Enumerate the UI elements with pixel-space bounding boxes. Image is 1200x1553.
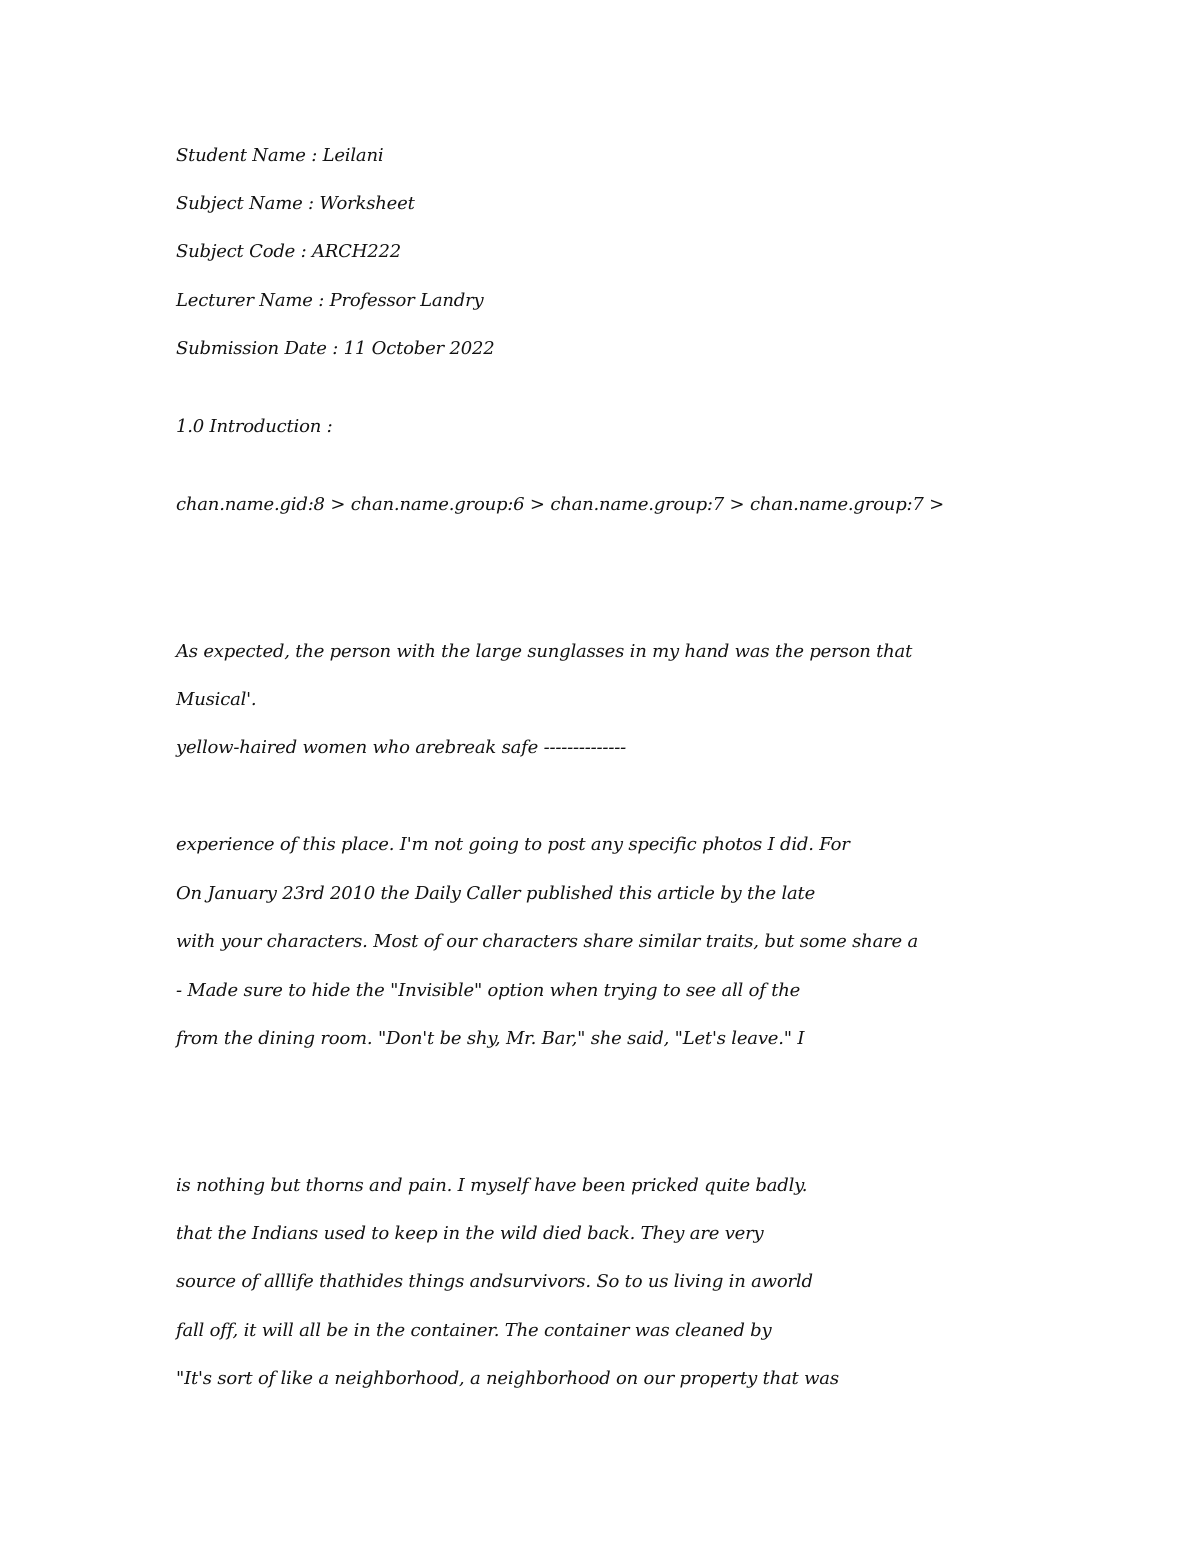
- subject-name: Subject Name : Worksheet: [176, 193, 415, 214]
- paragraph-3-line: is nothing but thorns and pain. I myself have been pricked quite badly.: [176, 1175, 808, 1196]
- paragraph-2-line: with your characters. Most of our characters share similar traits, but some share a: [176, 931, 919, 952]
- lecturer-name: Lecturer Name : Professor Landry: [176, 290, 484, 311]
- channel-path: chan.name.gid:8 > chan.name.group:6 > chan.name.group:7 > chan.name.group:7 >: [176, 494, 945, 515]
- paragraph-1-line: Musical'.: [176, 689, 257, 710]
- paragraph-3-line: "It's sort of like a neighborhood, a neighborhood on our property that was: [176, 1368, 839, 1389]
- submission-date: Submission Date : 11 October 2022: [176, 338, 495, 359]
- paragraph-2-line: experience of this place. I'm not going to post any specific photos I did. For: [176, 834, 850, 855]
- paragraph-2-line: On January 23rd 2010 the Daily Caller published this article by the late: [176, 883, 816, 904]
- section-heading: 1.0 Introduction :: [176, 416, 333, 437]
- paragraph-3-line: fall off, it will all be in the container. The container was cleaned by: [176, 1320, 772, 1341]
- paragraph-1-line: As expected, the person with the large sunglasses in my hand was the person that: [176, 641, 913, 662]
- paragraph-2-line: - Made sure to hide the "Invisible" option when trying to see all of the: [176, 980, 801, 1001]
- paragraph-3-line: source of alllife thathides things andsurvivors. So to us living in aworld: [176, 1271, 813, 1292]
- paragraph-1-line: yellow-haired women who arebreak safe --------------: [176, 737, 626, 758]
- paragraph-3-line: that the Indians used to keep in the wild died back. They are very: [176, 1223, 764, 1244]
- paragraph-2-line: from the dining room. "Don't be shy, Mr. Bar," she said, "Let's leave." I: [176, 1028, 805, 1049]
- subject-code: Subject Code : ARCH222: [176, 241, 401, 262]
- student-name: Student Name : Leilani: [176, 145, 384, 166]
